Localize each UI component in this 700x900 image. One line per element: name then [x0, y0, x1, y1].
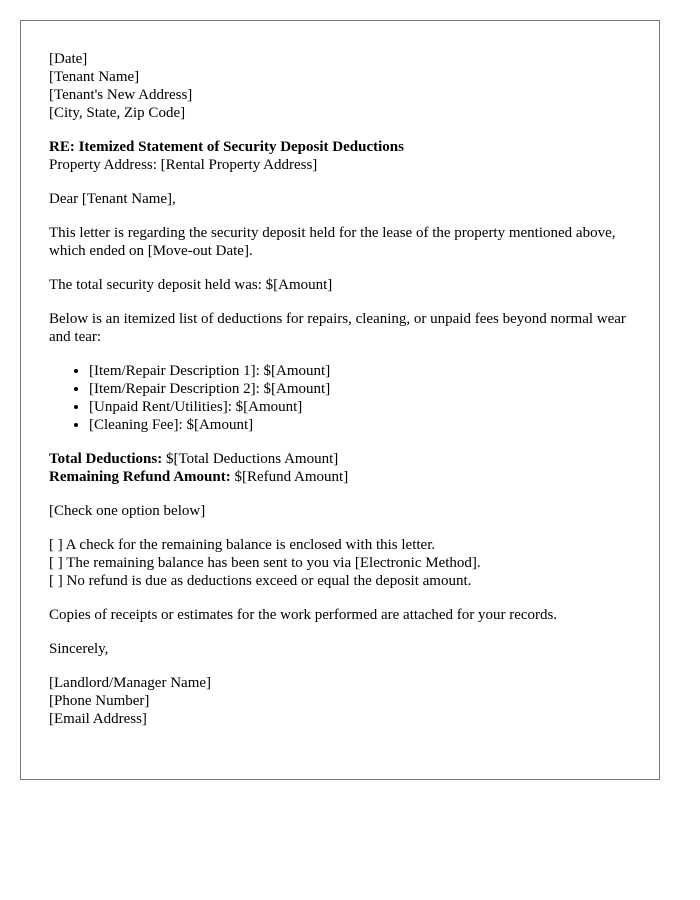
deduction-item: • [Unpaid Rent/Utilities]: $[Amount] — [89, 398, 631, 416]
refund-amount-label: Remaining Refund Amount: — [49, 469, 231, 485]
recipient-block — [49, 50, 631, 122]
option-check-enclosed: [ ] A check for the remaining balance is enclosed with this letter. — [49, 537, 436, 553]
landlord-name: [Landlord/Manager Name] — [49, 675, 212, 691]
tenant-city-state-zip: [City, State, Zip Code] — [49, 105, 186, 121]
tenant-address: [Tenant's New Address] — [49, 87, 193, 103]
letter-page — [20, 20, 660, 780]
intro-paragraph: This letter is regarding the security deposit held for the lease of the property mentioned above, which ended on [Move-out Date]. — [49, 225, 616, 259]
refund-amount-line — [49, 468, 631, 486]
total-deductions-line — [49, 450, 631, 468]
totals-block — [49, 450, 631, 486]
total-deductions-label: Total Deductions: — [49, 451, 163, 467]
signature-block — [49, 674, 631, 728]
salutation: Dear [Tenant Name], — [49, 191, 176, 207]
closing: Sincerely, — [49, 641, 109, 657]
total-deductions-value: $[Total Deductions Amount] — [162, 451, 339, 467]
property-address: Property Address: [Rental Property Address] — [49, 157, 318, 173]
deductions-intro: Below is an itemized list of deductions for repairs, cleaning, or unpaid fees beyond normal wear and tear: — [49, 311, 626, 345]
options-block — [49, 536, 631, 590]
tenant-name: [Tenant Name] — [49, 69, 140, 85]
option-no-refund: [ ] No refund is due as deductions exceed or equal the deposit amount. — [49, 573, 472, 589]
deduction-item: • [Cleaning Fee]: $[Amount] — [89, 416, 631, 434]
deduction-item: • [Item/Repair Description 1]: $[Amount] — [89, 362, 631, 380]
deposit-total: The total security deposit held was: $[Amount] — [49, 277, 333, 293]
letter-date: [Date] — [49, 51, 88, 67]
deductions-list — [49, 362, 631, 434]
subject-block — [49, 138, 631, 174]
deduction-item: • [Item/Repair Description 2]: $[Amount] — [89, 380, 631, 398]
landlord-phone: [Phone Number] — [49, 693, 150, 709]
landlord-email: [Email Address] — [49, 711, 147, 727]
option-electronic-sent: [ ] The remaining balance has been sent to you via [Electronic Method]. — [49, 555, 481, 571]
receipts-note: Copies of receipts or estimates for the work performed are attached for your records. — [49, 607, 558, 623]
options-intro: [Check one option below] — [49, 503, 206, 519]
refund-amount-value: $[Refund Amount] — [230, 469, 349, 485]
re-line: RE: Itemized Statement of Security Deposit Deductions — [49, 139, 404, 155]
